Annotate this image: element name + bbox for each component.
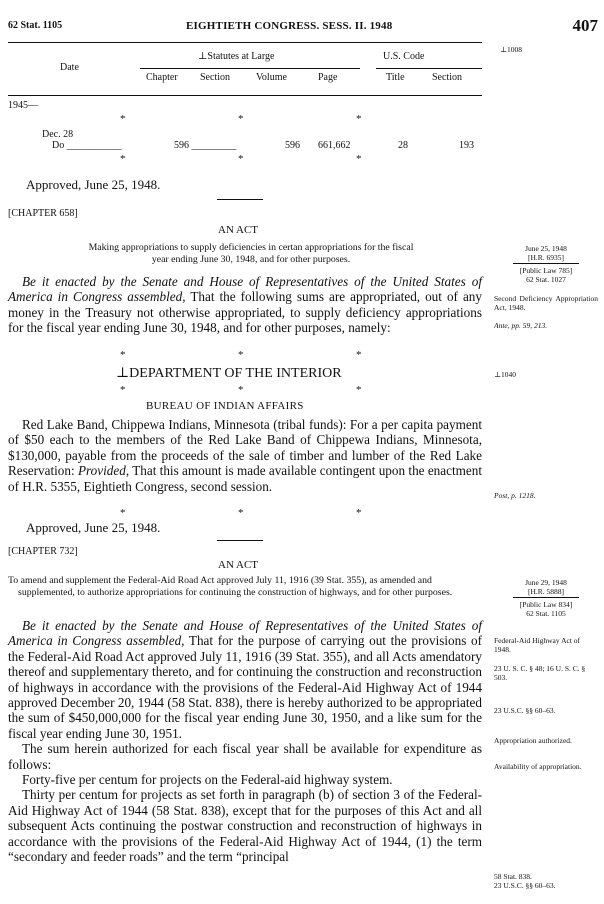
forty-five-paragraph: Forty-five per centum for projects on the Federal-aid highway system.	[22, 772, 393, 788]
purpose-line: year ending June 30, 1948, and for other purposes.	[151, 253, 351, 265]
col-code-section: Section	[432, 72, 462, 83]
highway-act-body	[8, 618, 482, 865]
ellipsis-star: *	[356, 507, 362, 519]
cross-ref-note: Ante, pp. 59, 213.	[494, 321, 548, 330]
act-purpose: To amend and supplement the Federal-Aid Road Act approved July 11, 1916 (39 Stat. 355), as amended and supplemented, to authorize appropriations for continuing the construction of highways, and for other purposes.	[8, 575, 453, 598]
sidenote-ref: ⊥1040	[494, 370, 517, 379]
col-section: Section	[200, 72, 230, 83]
cross-ref-note: Post, p. 1218.	[494, 491, 536, 500]
table-header-rule	[8, 95, 482, 96]
act-heading: AN ACT	[218, 224, 259, 236]
row2-title: 28	[398, 140, 408, 151]
provision-text: Red Lake Band, Chippewa Indians, Minnesota (tribal funds): For a per capita payment of $50 each to the members of the Red Lake Band of Chippewa Indians, Minnesota, $130,000, payable from the proceeds of the sale of timber and lumber of the Red Lake Reservation:	[8, 417, 482, 479]
short-title-note: Federal-Aid Highway Act of 1948.	[494, 636, 581, 654]
availability-note: Availability of appropriation.	[494, 762, 582, 771]
bill-number: [H.R. 5888]	[527, 587, 565, 596]
act-purpose	[14, 242, 488, 265]
stat-note: 58 Stat. 838.	[494, 872, 532, 881]
enacting-formula: Be it enacted by the Senate and House of Representatives of the United States of America in Congress assembled,	[8, 618, 482, 649]
col-title: Title	[386, 72, 405, 83]
bureau-heading: BUREAU OF INDIAN AFFAIRS	[146, 400, 304, 412]
col-chapter: Chapter	[146, 72, 178, 83]
row2-code-section: 193	[459, 140, 474, 151]
row2-volume: 596	[285, 140, 300, 151]
ellipsis-star: *	[238, 153, 244, 165]
approval-date: June 25, 1948	[525, 244, 567, 253]
ellipsis-star: *	[356, 153, 362, 165]
sidenote-act1	[494, 244, 598, 284]
ellipsis-star: *	[238, 113, 244, 125]
bill-number: [H.R. 6935]	[527, 253, 565, 262]
red-lake-provision	[8, 417, 482, 494]
group-statutes: ⊥Statutes at Large	[198, 51, 275, 62]
approved-line: Approved, June 25, 1948.	[26, 520, 161, 535]
row2-page: 661,662	[318, 140, 351, 151]
section-divider	[217, 540, 263, 541]
stat-ref: 62 Stat. 1027	[526, 275, 566, 284]
department-heading: ⊥DEPARTMENT OF THE INTERIOR	[116, 366, 342, 381]
enacting-clause	[8, 274, 482, 336]
row2-date: Do ___________	[52, 140, 122, 151]
proviso-word: Provided,	[77, 463, 130, 479]
ellipsis-star: *	[356, 113, 362, 125]
approval-date: June 29, 1948	[525, 578, 567, 587]
ellipsis-star: *	[120, 153, 126, 165]
purpose-line: Making appropriations to supply deficiencies in certan appropriations for the fiscal	[88, 242, 414, 253]
code-group-rule	[376, 68, 482, 69]
running-header	[8, 18, 598, 36]
thirty-paragraph: Thirty per centum for projects as set forth in paragraph (b) of section 3 of the Federal-Aid Highway Act of 1944 (58 Stat. 838), except that for the purposes of this Act and all subsequent Acts continuing the postwar construction and reconstruction of highways in accordance with the provisions of the Federal-Aid Highway Act of 1944, (1) the term “secondary and feeder roads” and the term “principal	[8, 787, 482, 865]
ellipsis-star: *	[120, 113, 126, 125]
congress-session: EIGHTIETH CONGRESS. SESS. II. 1948	[186, 20, 393, 32]
short-title-note: Second Deficiency Appropriation Act, 1948.	[494, 294, 598, 312]
section-divider	[217, 199, 263, 200]
enacting-text: That for the purpose of carrying out the provisions of the Federal-Aid Road Act approved July 11, 1916 (39 Stat. 355), and all Acts amendatory thereof and supplementary thereto, and for continuing the construction and reconstruction of highways in accordance with the provisions of the Federal-Aid Highway Act of 1944 approved December 20, 1944 (58 Stat. 838), there is hereby authorized to be appropriated the sum of $450,000,000 for the fiscal year ending June 30, 1950, and a like sum for the fiscal year ending June 30, 1951.	[8, 633, 482, 741]
enacting-text: That the following sums are appropriated, out of any money in the Treasury not otherwise appropriated, to supply deficiency appropriations for the fiscal year ending June 30, 1948, and for other purposes, namely:	[8, 289, 482, 336]
row1-date: Dec. 28	[42, 129, 74, 140]
statutes-group-rule	[140, 68, 360, 69]
stat-citation: 62 Stat. 1105	[8, 20, 63, 31]
group-code: U.S. Code	[383, 51, 425, 62]
sidenote-act2	[494, 578, 598, 618]
enacting-paragraph	[8, 618, 482, 741]
ellipsis-star: *	[238, 384, 244, 396]
sidenote-ref: ⊥1008	[500, 45, 523, 54]
ellipsis-star: *	[238, 507, 244, 519]
usc-note: 23 U.S.C. §§ 60–63.	[494, 881, 556, 890]
enacting-paragraph	[8, 274, 482, 336]
ellipsis-star: *	[238, 349, 244, 361]
public-law: [Public Law 834]	[519, 600, 573, 609]
ellipsis-star: *	[356, 349, 362, 361]
chapter-label: [CHAPTER 658]	[8, 208, 78, 219]
col-volume: Volume	[256, 72, 287, 83]
stat-ref: 62 Stat. 1105	[526, 609, 566, 618]
public-law: [Public Law 785]	[519, 266, 573, 275]
col-page: Page	[318, 72, 338, 83]
ellipsis-star: *	[120, 349, 126, 361]
approved-line: Approved, June 25, 1948.	[26, 177, 161, 192]
page-number: 407	[572, 16, 598, 35]
row2-chapter: 596 _________	[174, 140, 237, 151]
availability-paragraph: The sum herein authorized for each fiscal year shall be available for expenditure as follows:	[8, 741, 482, 772]
act-heading: AN ACT	[218, 559, 259, 571]
col-date: Date	[60, 62, 79, 73]
enacting-formula: Be it enacted by the Senate and House of Representatives of the United States of America in Congress assembled,	[8, 274, 482, 305]
table-year: 1945—	[8, 100, 38, 111]
ellipsis-star: *	[120, 507, 126, 519]
appropriation-note: Appropriation authorized.	[494, 736, 572, 745]
ellipsis-star: *	[356, 384, 362, 396]
ellipsis-star: *	[120, 384, 126, 396]
provision-paragraph	[8, 417, 482, 494]
usc-note: 23 U. S. C. § 48; 16 U. S. C. § 503.	[494, 664, 586, 682]
table-top-rule	[8, 42, 482, 43]
sidenote-rule	[513, 263, 579, 264]
sidenote-rule	[513, 597, 579, 598]
usc-note: 23 U.S.C. §§ 60–63.	[494, 706, 556, 715]
chapter-label: [CHAPTER 732]	[8, 546, 78, 557]
proviso-text: That this amount is made available contingent upon the enactment of H.R. 5355, Eightieth Congress, second session.	[8, 463, 483, 494]
